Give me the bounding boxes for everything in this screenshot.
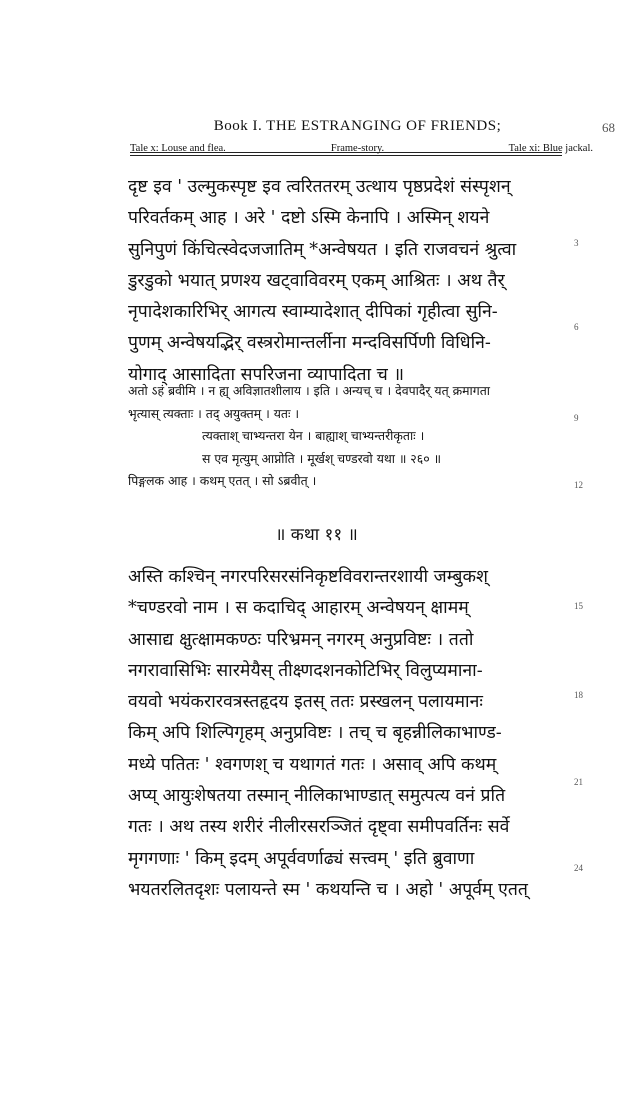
verse-line: स एव मृत्युम् आप्नोति । मूर्खश् चण्डरवो यथा ॥ २६० ॥ bbox=[202, 450, 441, 466]
paragraph-1 bbox=[128, 172, 568, 391]
text-line: गतः । अथ तस्य शरीरं नीलीरसरञ्जितं दृष्ट्वा समीपवर्तिनः सर्वे bbox=[128, 817, 510, 838]
text-line: आसाद्य क्षुत्क्षामकण्ठः परिभ्रमन् नगरम् अनुप्रविष्टः । ततो bbox=[128, 629, 474, 650]
line-number: 6 bbox=[574, 322, 579, 332]
text-line: नगरावासिभिः सारमेयैस् तीक्ष्णदशनकोटिभिर् विलुप्यमाना- bbox=[128, 660, 483, 681]
line-number: 18 bbox=[574, 690, 583, 700]
text-line: भयतरलितदृशः पलायन्ते स्म ' कथयन्ति च । अहो ' अपूर्वम् एतत् bbox=[128, 879, 528, 900]
line-number: 12 bbox=[574, 480, 583, 490]
text-line: अस्ति कश्चिन् नगरपरिसरसंनिकृष्टविवरान्तरशायी जम्बुकश् bbox=[128, 567, 488, 587]
text-line: अतो ऽहं ब्रवीमि । न ह्य् अविज्ञातशीलाय । इति । अन्यच् च । देवपादैर् यत् क्रमागता bbox=[128, 383, 490, 398]
text-line: पुणम् अन्वेषयद्भिर् वस्त्ररोमान्तर्लीना मन्दविसर्पिणी विधिनि- bbox=[128, 333, 491, 354]
verse-260 bbox=[128, 425, 568, 470]
header-rule-top bbox=[130, 152, 562, 153]
text-line: मृगगणाः ' किम् इदम् अपूर्ववर्णाढ्यं सत्त्वम् ' इति ब्रुवाणा bbox=[128, 848, 475, 869]
line-number: 9 bbox=[574, 413, 579, 423]
story-heading: ॥ कथा ११ ॥ bbox=[275, 525, 358, 545]
text-line: सुनिपुणं किंचित्स्वेदजजातिम् *अन्वेषयत । इति राजवचनं श्रुत्वा bbox=[128, 239, 517, 260]
paragraph-2 bbox=[128, 380, 568, 425]
paragraph-4 bbox=[128, 562, 568, 906]
text-line: अप्य् आयुःशेषतया तस्मान् नीलिकाभाण्डात् समुत्पत्य वनं प्रति bbox=[128, 786, 506, 807]
header-rule-bottom bbox=[130, 155, 562, 156]
text-line: दृष्ट इव ' उल्मुकस्पृष्ट इव त्वरिततरम् उत्थाय पृष्ठप्रदेशं संस्पृशन् bbox=[128, 177, 511, 197]
page-number: 68 bbox=[602, 120, 615, 135]
line-number: 21 bbox=[574, 777, 583, 787]
line-number: 24 bbox=[574, 863, 583, 873]
text-line: भृत्यास् त्यक्ताः । तद् अयुक्तम् । यतः । bbox=[128, 405, 300, 421]
center-subtitle: Frame-story. bbox=[330, 143, 385, 154]
text-line: नृपादेशकारिभिर् आगत्य स्वाम्यादेशात् दीपिकां गृहीत्वा सुनि- bbox=[128, 302, 498, 323]
line-number: 15 bbox=[574, 601, 583, 611]
text-line: मध्ये पतितः ' श्वगणश् च यथागतं गतः । असाव् अपि कथम् bbox=[128, 754, 497, 775]
left-subtitle: Tale x: Louse and flea. bbox=[130, 143, 226, 154]
verse-line: त्यक्ताश् चाभ्यन्तरा येन । बाह्याश् चाभ्यन्तरीकृताः । bbox=[202, 428, 425, 443]
text-line: पिङ्गलक आह । कथम् एतत् । सो ऽब्रवीत् । bbox=[128, 473, 317, 488]
text-line: किम् अपि शिल्पिगृहम् अनुप्रविष्टः । तच् च बृहन्नीलिकाभाण्ड- bbox=[128, 723, 502, 744]
paragraph-3 bbox=[128, 470, 568, 493]
right-subtitle: Tale xi: Blue jackal. bbox=[508, 143, 593, 154]
running-head-subtitles bbox=[130, 141, 593, 159]
line-number: 3 bbox=[574, 238, 579, 248]
text-line: डुरडुको भयात् प्रणश्य खट्वाविवरम् एकम् आश्रितः । अथ तैर् bbox=[128, 270, 505, 291]
running-head-title: Book I. THE ESTRANGING OF FRIENDS; bbox=[213, 118, 502, 134]
text-line: योगाद् आसादिता सपरिजना व्यापादिता च ॥ bbox=[128, 364, 404, 385]
text-line: परिवर्तकम् आह । अरे ' दष्टो ऽस्मि केनापि । अस्मिन् शयने bbox=[128, 208, 490, 229]
text-line: *चण्डरवो नाम । स कदाचिद् आहारम् अन्वेषयन् क्षामम् bbox=[128, 598, 469, 619]
text-line: वयवो भयंकरारवत्रस्तहृदय इतस् ततः प्रस्खलन् पलायमानः bbox=[128, 692, 483, 713]
